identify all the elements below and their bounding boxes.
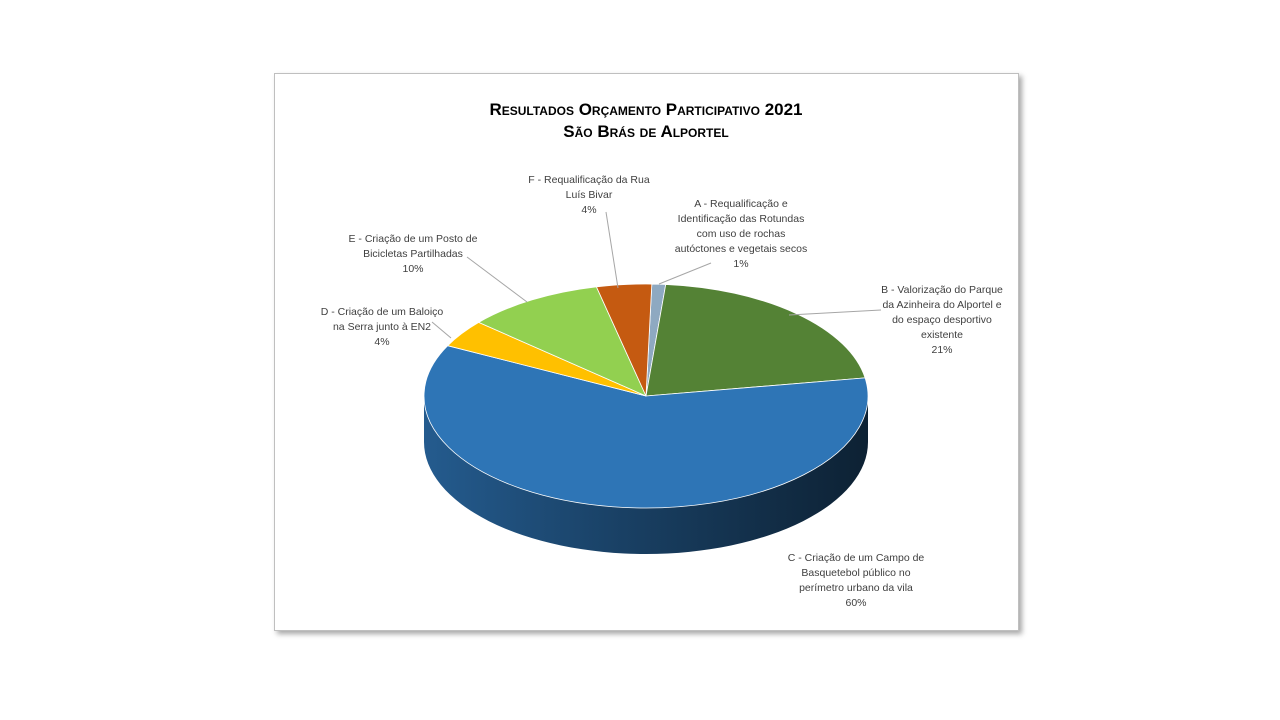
data-label-line-C: Basquetebol público no [801,567,911,579]
leader-line-F [606,212,618,288]
data-label-line-C: C - Criação de um Campo de [787,552,925,564]
data-label-A [675,198,808,270]
data-label-line-A: autóctones e vegetais secos [674,243,808,255]
leader-line-B [789,310,881,315]
data-label-line-D: na Serra junto à EN2 [332,321,432,333]
data-label-percent-E: 10% [402,263,424,275]
data-label-line-D: D - Criação de um Baloiço [320,306,444,318]
chart-title-line-2: São Brás de Alportel [563,122,729,141]
data-label-line-A: A - Requalificação e [694,198,788,210]
data-label-percent-D: 4% [374,336,390,348]
data-label-B [881,284,1003,356]
chart-title-line-1: Resultados Orçamento Participativo 2021 [489,100,803,119]
chart-frame [274,73,1019,631]
data-label-line-A: Identificação das Rotundas [677,213,805,225]
leader-line-D [432,322,451,338]
data-label-C [788,552,925,609]
data-label-percent-A: 1% [733,258,749,270]
data-label-percent-B: 21% [931,344,953,356]
data-label-line-E: E - Criação de um Posto de [348,233,478,245]
data-label-line-B: da Azinheira do Alportel e [882,299,1002,311]
pie-slice-B [646,284,865,396]
pie-chart [275,74,1018,630]
data-label-line-B: B - Valorização do Parque [881,284,1003,296]
data-label-F [528,174,650,216]
data-label-line-A: com uso de rochas [696,228,786,240]
data-label-percent-C: 60% [845,597,867,609]
data-label-E [349,233,478,275]
data-label-line-F: F - Requalificação da Rua [528,174,650,186]
data-label-line-C: perímetro urbano da vila [799,582,913,594]
data-label-line-B: do espaço desportivo [892,314,992,326]
data-label-percent-F: 4% [581,204,597,216]
data-label-line-B: existente [920,329,964,341]
leader-line-A [659,263,711,284]
data-label-line-F: Luís Bivar [565,189,613,201]
data-label-D [321,306,444,348]
leader-line-E [467,257,527,302]
data-label-line-E: Bicicletas Partilhadas [363,248,463,260]
